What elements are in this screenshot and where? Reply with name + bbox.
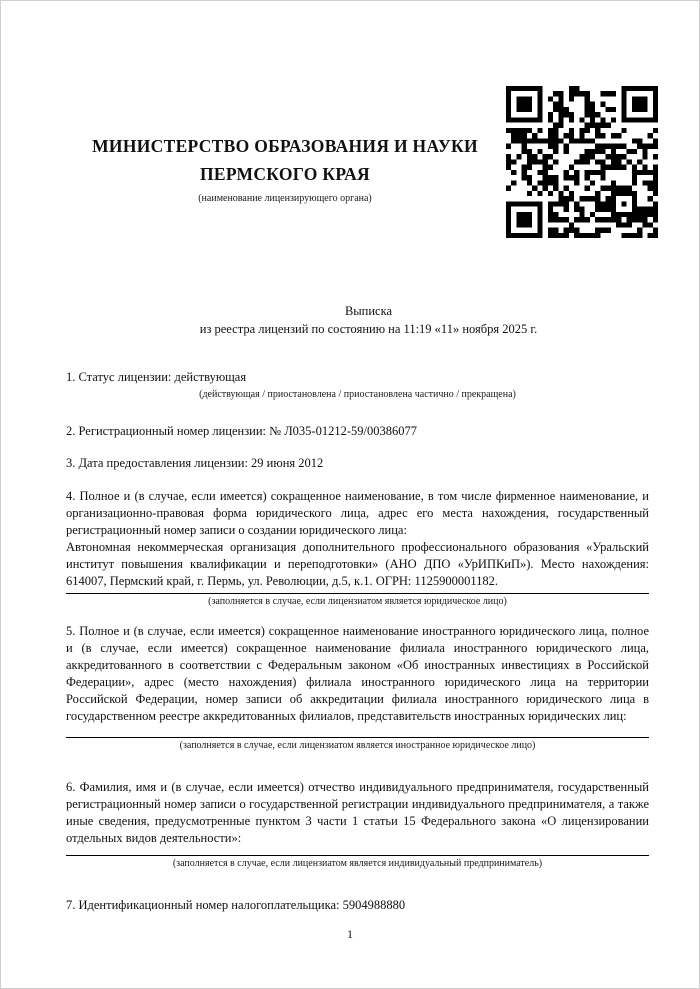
document-body (66, 303, 649, 914)
item-license-date (66, 455, 649, 472)
ministry-name-line2: ПЕРМСКОГО КРАЯ (200, 164, 370, 184)
qr-code (506, 86, 658, 238)
legal-entity-caption: (заполняется в случае, если лицензиатом является юридическое лицо) (208, 596, 507, 607)
individual-entrepreneur-label: 6. Фамилия, имя и (в случае, если имеется) отчество индивидуального предпринимателя, государственный регистрационный номер записи о государственной регистрации индивидуального предпринимателя, а также иные сведения, предусмотренные пунктом 3 части 1 статьи 15 Федерального закона «О лицензировании отдельных видов деятельности»: (66, 780, 649, 845)
taxpayer-number-text: 7. Идентификационный номер налогоплательщика: 5904988880 (66, 898, 406, 912)
item-individual-entrepreneur (66, 779, 649, 870)
foreign-entity-label: 5. Полное и (в случае, если имеется) сокращенное наименование иностранного юридического лица, полное и (в случае, если имеется) сокращенное наименование филиала иностранного юридического лица, аккредитованного в соответствии с Федеральным законом «Об иностранных инвестициях в Российской Федерации», адрес (место нахождения) филиала иностранного юридического лица на территории Российской Федерации, номер записи об аккредитации филиала иностранного юридического лица в государственном реестре аккредитованных филиалов, представительств иностранных юридических лиц: (66, 624, 649, 723)
document-title-line2: из реестра лицензий по состоянию на 11:19 «11» ноября 2025 г. (199, 321, 538, 336)
legal-entity-label: 4. Полное и (в случае, если имеется) сокращенное наименование, в том числе фирменное наименование, и организационно-правовая форма юридического лица, адрес его места нахождения, государственный регистрационный номер записи о создании юридического лица: (66, 489, 649, 537)
foreign-entity-value (66, 725, 649, 737)
document-title (66, 303, 649, 338)
item-registration-number (66, 423, 649, 440)
item-legal-entity (66, 488, 649, 608)
page-number: 1 (347, 927, 353, 941)
document-title-line1: Выписка (344, 304, 393, 318)
registration-number-text: 2. Регистрационный номер лицензии: № Л035-01212-59/00386077 (66, 424, 417, 438)
fill-line (66, 855, 649, 856)
license-date-text: 3. Дата предоставления лицензии: 29 июня 2012 (66, 456, 324, 470)
ministry-caption: (наименование лицензирующего органа) (198, 193, 372, 204)
license-status-text: 1. Статус лицензии: действующая (66, 370, 247, 384)
legal-entity-value: Автономная некоммерческая организация дополнительного профессионального образования «Уральский институт повышения квалификации и переподготовки» (АНО ДПО «УрИПКиП»). Место нахождения: 614007, Пермский край, г. Пермь, ул. Революции, д.5, к.1. ОГРН: 1125900001182. (66, 540, 649, 588)
item-taxpayer-number (66, 897, 649, 914)
fill-line (66, 737, 649, 738)
foreign-entity-caption: (заполняется в случае, если лицензиатом является иностранное юридическое лицо) (179, 740, 536, 751)
licensing-authority-header (64, 132, 506, 205)
fill-line (66, 593, 649, 594)
individual-entrepreneur-caption: (заполняется в случае, если лицензиатом является индивидуальный предприниматель) (172, 858, 543, 869)
item-foreign-entity (66, 623, 649, 752)
license-status-options-caption: (действующая / приостановлена / приостановлена частично / прекращена) (199, 389, 516, 400)
ministry-name-line1: МИНИСТЕРСТВО ОБРАЗОВАНИЯ И НАУКИ (92, 136, 478, 156)
item-license-status (66, 369, 649, 401)
